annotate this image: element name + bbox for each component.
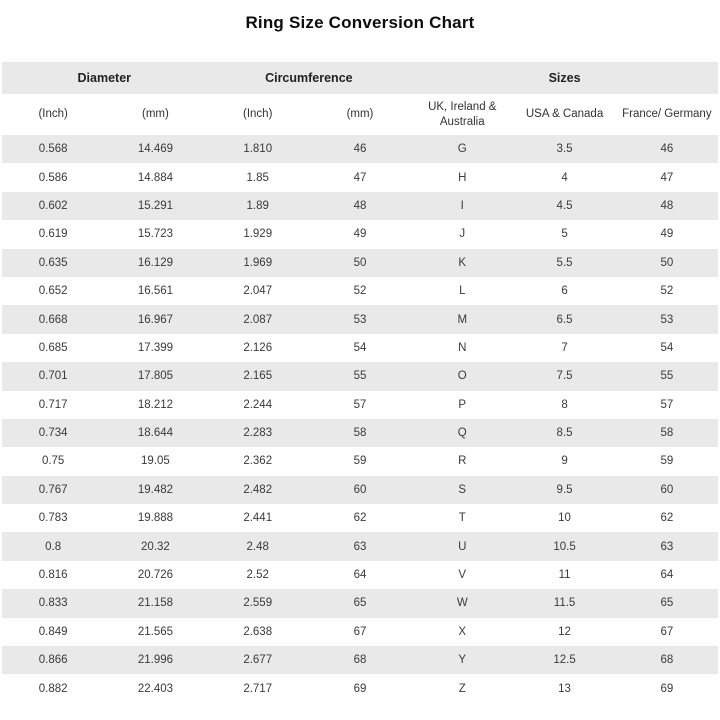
table-cell: 69 <box>353 682 367 695</box>
table-row <box>2 163 718 191</box>
table-row <box>2 135 718 163</box>
table-cell: M <box>457 313 468 326</box>
table-cell: 57 <box>660 398 674 411</box>
table-cell: 0.882 <box>38 682 68 695</box>
table-cell: 52 <box>660 285 674 298</box>
table-cell: 0.619 <box>38 228 68 241</box>
table-cell: 8 <box>561 398 568 411</box>
table-cell: 17.805 <box>137 370 174 383</box>
table-cell: 1.969 <box>243 256 273 269</box>
table-cell: 65 <box>353 597 367 610</box>
table-cell: 1.89 <box>246 199 269 212</box>
table-cell: 12.5 <box>553 654 576 667</box>
table-cell: U <box>458 540 467 553</box>
table-cell: 50 <box>660 256 674 269</box>
table-cell: 10 <box>558 512 571 525</box>
table-cell: 47 <box>353 171 367 184</box>
table-cell: 68 <box>353 654 367 667</box>
table-cell: L <box>459 285 466 298</box>
table-cell: 20.32 <box>141 540 170 553</box>
table-cell: 2.047 <box>243 285 273 298</box>
table-cell: 0.767 <box>38 483 68 496</box>
table-cell: 46 <box>660 143 674 156</box>
table-cell: 5 <box>561 228 568 241</box>
table-cell: 67 <box>353 625 367 638</box>
table-cell: 46 <box>353 143 367 156</box>
table-cell: 2.52 <box>246 569 269 582</box>
table-cell: 58 <box>660 427 674 440</box>
column-header: UK, Ireland & Australia <box>411 94 513 135</box>
table-cell: 0.717 <box>38 398 68 411</box>
table-header <box>2 62 718 135</box>
table-cell: 49 <box>660 228 674 241</box>
table-cell: 48 <box>353 199 367 212</box>
table-row <box>2 532 718 560</box>
table-cell: K <box>458 256 467 269</box>
table-cell: S <box>458 483 467 496</box>
table-cell: 7 <box>561 341 568 354</box>
table-cell: 48 <box>660 199 674 212</box>
table-cell: J <box>459 228 466 241</box>
table-row <box>2 646 718 674</box>
table-cell: 47 <box>660 171 674 184</box>
table-cell: 0.816 <box>38 569 68 582</box>
table-cell: 58 <box>353 427 367 440</box>
table-row <box>2 674 718 702</box>
table-cell: 63 <box>660 540 674 553</box>
table-cell: 52 <box>353 285 367 298</box>
table-cell: 2.48 <box>246 540 269 553</box>
table-cell: 57 <box>353 398 367 411</box>
table-cell: Q <box>457 427 467 440</box>
table-cell: 59 <box>660 455 674 468</box>
table-cell: 17.399 <box>137 341 174 354</box>
table-row <box>2 419 718 447</box>
table-body <box>2 135 718 703</box>
table-cell: 22.403 <box>137 682 174 695</box>
table-cell: 21.158 <box>137 597 174 610</box>
table-cell: 1.85 <box>246 171 269 184</box>
table-cell: 55 <box>353 370 367 383</box>
table-cell: X <box>458 625 467 638</box>
table-cell: N <box>458 341 467 354</box>
table-cell: 0.586 <box>38 171 68 184</box>
table-row <box>2 249 718 277</box>
table-cell: 20.726 <box>137 569 174 582</box>
table-row <box>2 504 718 532</box>
table-row <box>2 618 718 646</box>
table-cell: 15.291 <box>137 199 174 212</box>
table-row <box>2 447 718 475</box>
column-header: USA & Canada <box>513 94 615 135</box>
table-cell: O <box>457 370 467 383</box>
table-cell: 2.283 <box>243 427 273 440</box>
table-row <box>2 391 718 419</box>
table-cell: 62 <box>660 512 674 525</box>
table-cell: G <box>457 143 467 156</box>
table-cell: 53 <box>353 313 367 326</box>
table-cell: 2.126 <box>243 341 273 354</box>
table-cell: Z <box>458 682 466 695</box>
table-cell: 2.677 <box>243 654 273 667</box>
table-cell: 54 <box>660 341 674 354</box>
table-cell: 2.362 <box>243 455 273 468</box>
table-cell: P <box>458 398 467 411</box>
table-cell: 60 <box>660 483 674 496</box>
table-cell: 0.685 <box>38 341 68 354</box>
table-cell: 54 <box>353 341 367 354</box>
column-header: (mm) <box>104 94 206 135</box>
table-row <box>2 305 718 333</box>
table-cell: 3.5 <box>556 143 573 156</box>
table-cell: 0.783 <box>38 512 68 525</box>
ring-size-conversion-table <box>2 62 718 703</box>
table-row <box>2 334 718 362</box>
column-header: (mm) <box>309 94 411 135</box>
table-cell: 0.75 <box>41 455 65 468</box>
table-cell: 62 <box>353 512 367 525</box>
table-cell: 19.888 <box>137 512 174 525</box>
table-cell: W <box>456 597 468 610</box>
table-cell: 2.717 <box>243 682 273 695</box>
table-cell: 2.482 <box>243 483 273 496</box>
table-cell: 18.212 <box>137 398 174 411</box>
table-cell: 13 <box>558 682 571 695</box>
table-cell: 0.635 <box>38 256 68 269</box>
table-cell: 2.087 <box>243 313 273 326</box>
table-cell: 9 <box>561 455 568 468</box>
table-cell: 11 <box>558 569 571 582</box>
table-cell: 0.568 <box>38 143 68 156</box>
table-cell: T <box>458 512 466 525</box>
table-cell: 0.701 <box>38 370 68 383</box>
table-row <box>2 220 718 248</box>
table-cell: 55 <box>660 370 674 383</box>
table-cell: 60 <box>353 483 367 496</box>
table-cell: 2.244 <box>243 398 273 411</box>
table-cell: 19.05 <box>141 455 170 468</box>
table-cell: 15.723 <box>137 228 174 241</box>
table-cell: 1.929 <box>243 228 273 241</box>
table-cell: 5.5 <box>556 256 573 269</box>
table-cell: I <box>460 199 464 212</box>
table-cell: 2.165 <box>243 370 273 383</box>
table-cell: 0.602 <box>38 199 68 212</box>
table-cell: 16.967 <box>137 313 174 326</box>
table-cell: 2.638 <box>243 625 273 638</box>
table-cell: 49 <box>353 228 367 241</box>
table-cell: 12 <box>558 625 571 638</box>
table-cell: 65 <box>660 597 674 610</box>
table-cell: 0.668 <box>38 313 68 326</box>
table-cell: 14.469 <box>137 143 174 156</box>
table-cell: 1.810 <box>243 143 273 156</box>
table-cell: 0.652 <box>38 285 68 298</box>
table-cell: 8.5 <box>556 427 573 440</box>
table-cell: 63 <box>353 540 367 553</box>
table-cell: Y <box>458 654 467 667</box>
table-cell: 53 <box>660 313 674 326</box>
table-cell: 64 <box>660 569 674 582</box>
table-row <box>2 277 718 305</box>
table-cell: 0.849 <box>38 625 68 638</box>
table-cell: 11.5 <box>553 597 576 610</box>
table-cell: 69 <box>660 682 674 695</box>
column-group-sizes: Sizes <box>411 62 718 94</box>
table-row <box>2 362 718 390</box>
column-header: France/ Germany <box>616 94 718 135</box>
table-cell: 6 <box>561 285 568 298</box>
table-cell: 19.482 <box>137 483 174 496</box>
table-cell: 0.866 <box>38 654 68 667</box>
table-cell: 64 <box>353 569 367 582</box>
table-cell: 7.5 <box>556 370 573 383</box>
table-cell: 0.734 <box>38 427 68 440</box>
table-cell: 9.5 <box>556 483 573 496</box>
table-cell: H <box>458 171 467 184</box>
table-cell: 21.565 <box>137 625 174 638</box>
table-row <box>2 476 718 504</box>
table-cell: 21.996 <box>137 654 174 667</box>
table-row <box>2 589 718 617</box>
table-cell: R <box>458 455 467 468</box>
table-cell: 50 <box>353 256 367 269</box>
table-cell: 16.129 <box>137 256 174 269</box>
table-row <box>2 192 718 220</box>
column-header-row <box>2 94 718 135</box>
table-cell: 6.5 <box>556 313 573 326</box>
table-cell: 2.559 <box>243 597 273 610</box>
table-cell: 14.884 <box>137 171 174 184</box>
table-cell: 10.5 <box>553 540 576 553</box>
page-title: Ring Size Conversion Chart <box>245 13 475 32</box>
table-cell: 59 <box>353 455 367 468</box>
table-cell: 18.644 <box>137 427 174 440</box>
table-cell: 4 <box>561 171 568 184</box>
table-cell: 0.833 <box>38 597 68 610</box>
table-cell: 67 <box>660 625 674 638</box>
table-cell: 16.561 <box>137 285 174 298</box>
table-cell: 4.5 <box>556 199 573 212</box>
table-cell: V <box>458 569 467 582</box>
column-header: (Inch) <box>207 94 309 135</box>
table-row <box>2 561 718 589</box>
table-cell: 2.441 <box>243 512 273 525</box>
table-cell: 0.8 <box>45 540 62 553</box>
column-group-diameter: Diameter <box>2 62 207 94</box>
column-group-row <box>2 62 718 94</box>
column-header: (Inch) <box>2 94 104 135</box>
column-group-circumference: Circumference <box>207 62 412 94</box>
table-cell: 68 <box>660 654 674 667</box>
